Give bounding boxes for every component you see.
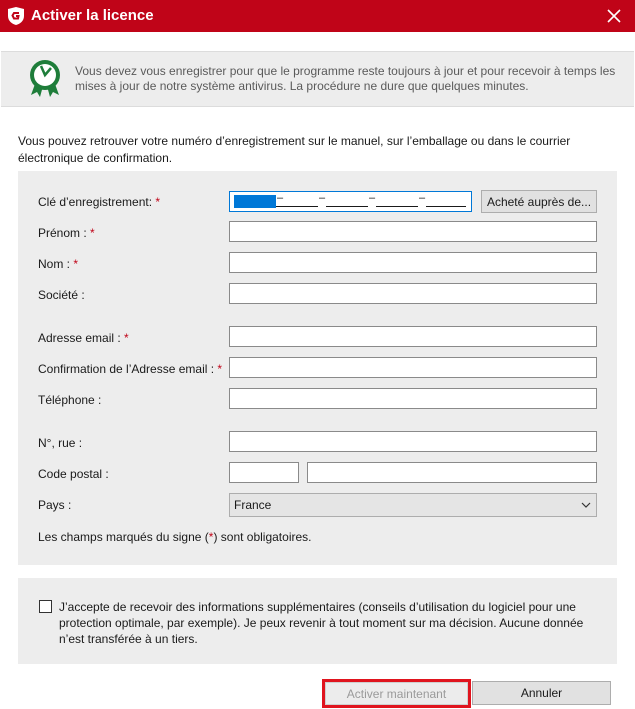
clock-badge-icon <box>27 58 63 98</box>
email-input[interactable] <box>229 326 597 347</box>
key-selection <box>234 195 276 208</box>
street-input[interactable] <box>229 431 597 452</box>
title-bar <box>0 0 635 32</box>
email-confirm-input[interactable] <box>229 357 597 378</box>
bought-from-button[interactable]: Acheté auprès de... <box>481 190 597 213</box>
close-button[interactable] <box>593 0 635 32</box>
phone-input[interactable] <box>229 388 597 409</box>
window-title: Activer la licence <box>31 7 154 24</box>
email-label: Adresse email : * <box>38 331 129 345</box>
first-name-label: Prénom : * <box>38 226 95 240</box>
consent-checkbox[interactable] <box>39 600 52 613</box>
email-confirm-label: Confirmation de l’Adresse email : * <box>38 362 223 376</box>
consent-text: J’accepte de recevoir des informations supplémentaires (conseils d’utilisation du logiciel pour une protection optimale, par exemple). Je peux revenir à tout moment sur ma décision. Aucune donnée n’est transférée à un tiers. <box>59 600 584 646</box>
company-label: Société : <box>38 288 85 302</box>
postal-code-input[interactable] <box>229 462 299 483</box>
close-icon <box>607 9 621 23</box>
chevron-down-icon <box>581 500 591 510</box>
info-banner <box>1 51 634 107</box>
activate-button[interactable]: Activer maintenant <box>325 682 468 705</box>
info-text: Vous devez vous enregistrer pour que le programme reste toujours à jour et pour recevoir à temps les mises à jour de notre système antivirus. La procédure ne dure que quelques minutes. <box>75 64 616 93</box>
country-label: Pays : <box>38 498 72 512</box>
last-name-label: Nom : * <box>38 257 79 271</box>
shield-logo-icon <box>6 6 26 26</box>
phone-label: Téléphone : <box>38 393 102 407</box>
street-label: N°, rue : <box>38 436 83 450</box>
first-name-input[interactable] <box>229 221 597 242</box>
country-select[interactable] <box>229 493 597 517</box>
activate-button-highlight <box>322 679 471 708</box>
last-name-input[interactable] <box>229 252 597 273</box>
country-value: France <box>234 498 272 512</box>
required-fields-note: Les champs marqués du signe (*) sont obligatoires. <box>38 530 312 544</box>
city-input[interactable] <box>307 462 597 483</box>
company-input[interactable] <box>229 283 597 304</box>
postal-code-label: Code postal : <box>38 467 109 481</box>
cancel-button[interactable]: Annuler <box>472 681 611 705</box>
registration-key-field[interactable]: – – – – <box>229 191 472 212</box>
intro-text: Vous pouvez retrouver votre numéro d’enregistrement sur le manuel, sur l’emballage ou dans le courrier électronique de confirmation. <box>18 134 571 165</box>
registration-key-label: Clé d’enregistrement: * <box>38 195 161 209</box>
